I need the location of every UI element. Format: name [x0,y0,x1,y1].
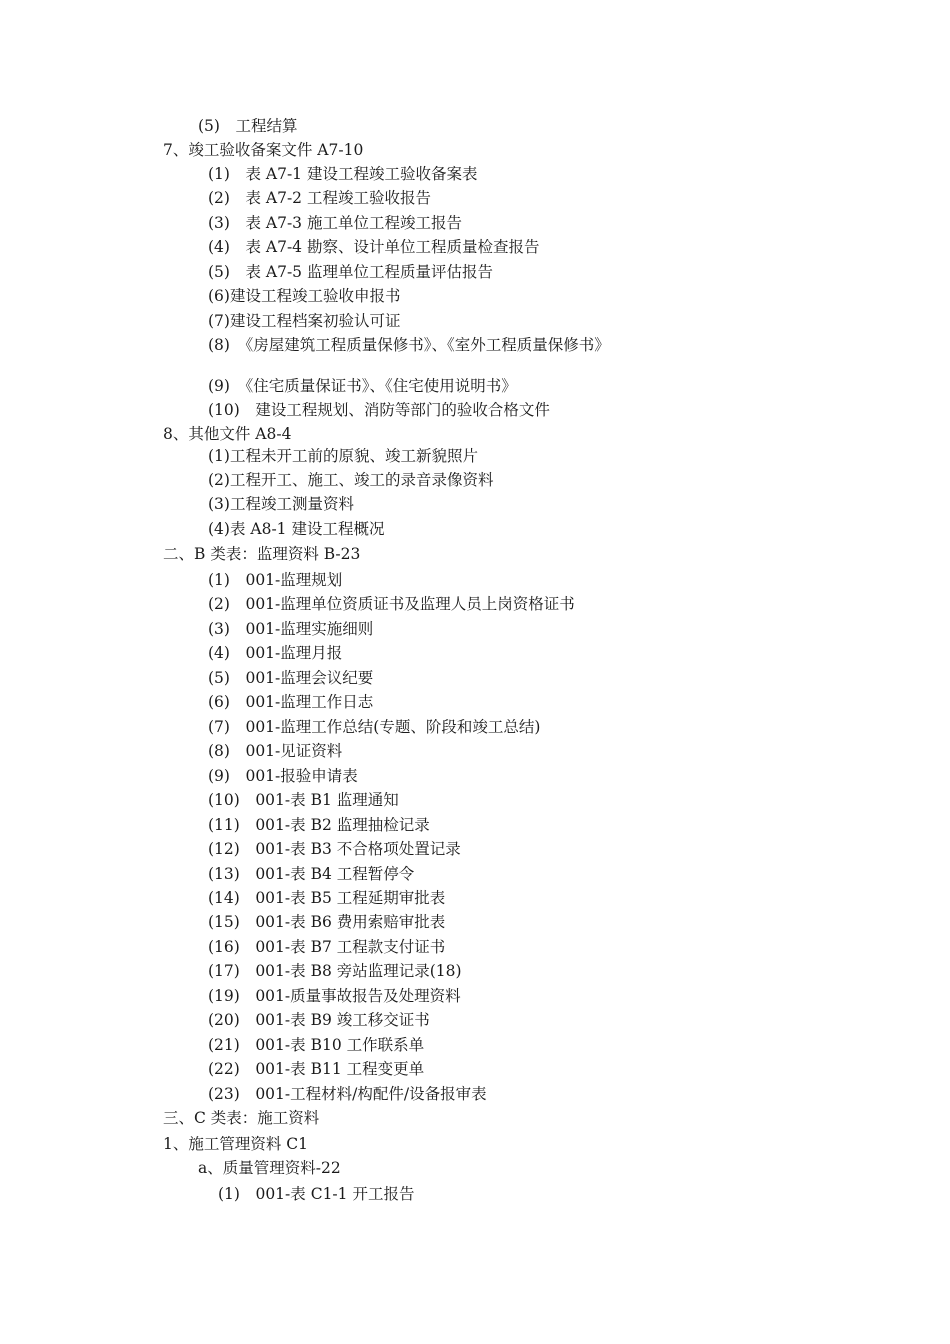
list-item: (17) 001-表 B8 旁站监理记录(18) [208,962,462,980]
list-item: (21) 001-表 B10 工作联系单 [208,1036,425,1054]
list-item: (15) 001-表 B6 费用索赔审批表 [208,913,446,931]
list-item: (8) 《房屋建筑工程质量保修书》、《室外工程质量保修书》 [208,336,610,354]
list-item: (2)工程开工、施工、竣工的录音录像资料 [208,471,494,489]
list-item: (10) 建设工程规划、消防等部门的验收合格文件 [208,401,550,419]
list-item: (1) 001-表 C1-1 开工报告 [218,1185,415,1203]
list-item: a、质量管理资料-22 [198,1159,341,1177]
list-item: (5) 工程结算 [198,117,298,135]
section-heading: 1、施工管理资料 C1 [163,1135,309,1153]
list-item: (16) 001-表 B7 工程款支付证书 [208,938,446,956]
list-item: (3) 表 A7-3 施工单位工程竣工报告 [208,214,462,232]
list-item: (9) 《住宅质量保证书》、《住宅使用说明书》 [208,377,517,395]
list-item: (12) 001-表 B3 不合格项处置记录 [208,840,461,858]
section-heading: 三、C 类表：施工资料 [163,1109,320,1127]
section-heading: 二、B 类表：监理资料 B-23 [163,545,361,563]
list-item: (4) 001-监理月报 [208,644,343,662]
list-item: (23) 001-工程材料/构配件/设备报审表 [208,1085,487,1103]
list-item: (8) 001-见证资料 [208,742,343,760]
list-item: (5) 001-监理会议纪要 [208,669,374,687]
list-item: (22) 001-表 B11 工程变更单 [208,1060,425,1078]
list-item: (4) 表 A7-4 勘察、设计单位工程质量检查报告 [208,238,540,256]
list-item: (11) 001-表 B2 监理抽检记录 [208,816,430,834]
section-heading: 7、竣工验收备案文件 A7-10 [163,141,364,159]
list-item: (7) 001-监理工作总结(专题、阶段和竣工总结) [208,718,541,736]
list-item: (6) 001-监理工作日志 [208,693,374,711]
list-item: (10) 001-表 B1 监理通知 [208,791,399,809]
list-item: (9) 001-报验申请表 [208,767,358,785]
list-item: (5) 表 A7-5 监理单位工程质量评估报告 [208,263,493,281]
list-item: (19) 001-质量事故报告及处理资料 [208,987,461,1005]
section-heading: 8、其他文件 A8-4 [163,425,292,443]
list-item: (3)工程竣工测量资料 [208,495,354,513]
list-item: (6)建设工程竣工验收申报书 [208,287,401,305]
list-item: (3) 001-监理实施细则 [208,620,374,638]
list-item: (2) 表 A7-2 工程竣工验收报告 [208,189,431,207]
list-item: (20) 001-表 B9 竣工移交证书 [208,1011,430,1029]
list-item: (2) 001-监理单位资质证书及监理人员上岗资格证书 [208,595,575,613]
list-item: (1) 001-监理规划 [208,571,343,589]
list-item: (4)表 A8-1 建设工程概况 [208,520,385,538]
list-item: (7)建设工程档案初验认可证 [208,312,401,330]
list-item: (1) 表 A7-1 建设工程竣工验收备案表 [208,165,478,183]
list-item: (14) 001-表 B5 工程延期审批表 [208,889,446,907]
list-item: (1)工程未开工前的原貌、竣工新貌照片 [208,447,478,465]
list-item: (13) 001-表 B4 工程暂停令 [208,865,415,883]
